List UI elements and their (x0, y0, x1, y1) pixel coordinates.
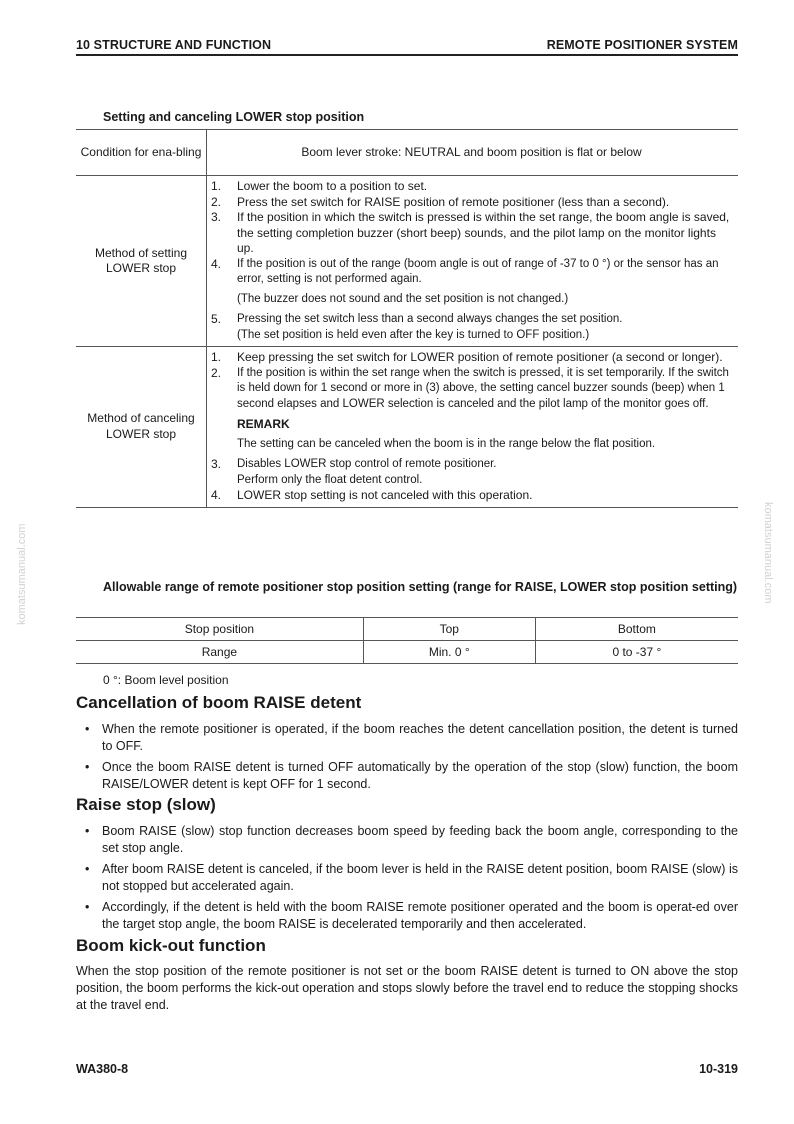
range-label: Range (76, 641, 363, 664)
lower-stop-title: Setting and canceling LOWER stop position (103, 110, 365, 124)
range-title: Allowable range of remote positioner stop position setting (range for RAISE, LOWER stop position setting) (103, 580, 738, 594)
watermark-right: komatsumanual.com (762, 502, 774, 604)
cancel-step-3: 3. Disables LOWER stop control of remote positioner. Perform only the float detent control. (211, 457, 497, 486)
remark-text: The setting can be canceled when the boom is in the range below the flat position. (237, 437, 656, 450)
range-header-stop-position: Stop position (76, 618, 363, 641)
raise-stop-list (76, 823, 738, 937)
table-row-canceling (76, 347, 738, 508)
range-note: 0 °: Boom level position (103, 673, 229, 687)
list-item: • After boom RAISE detent is canceled, if the boom lever is held in the RAISE detent position, boom RAISE (slow) is not stopped but accelerated again. (85, 862, 738, 893)
list-item: • Boom RAISE (slow) stop function decreases boom speed by feeding back the boom angle, corresponding to the set stop angle. (85, 824, 738, 855)
list-item: • Accordingly, if the detent is held with the boom RAISE remote positioner operated and the boom is operat-ed over the target stop angle, the boom RAISE is decelerated temporarily and then accelerated. (85, 900, 738, 931)
list-item: • Once the boom RAISE detent is turned OFF automatically by the operation of the stop (slow) function, the boom RAISE/LOWER detent is kept OFF for 1 second. (85, 760, 738, 791)
setting-step-4: 4. If the position is out of the range (boom angle is out of range of -37 to 0 °) or the sensor has an error, setting is not performed again. (211, 256, 719, 285)
setting-step-4-note: (The buzzer does not sound and the set position is not changed.) (237, 292, 569, 305)
canceling-steps (207, 347, 739, 508)
kickout-heading: Boom kick-out function (76, 936, 266, 955)
canceling-label: Method of canceling LOWER stop (76, 347, 207, 508)
setting-step-3: 3. If the position in which the switch is pressed is within the set range, the boom angle is saved, the setting completion buzzer (short beep) sounds, and the pilot lamp on the monitor lights up. (211, 210, 730, 255)
page-footer (76, 1062, 738, 1082)
setting-step-2: 2. Press the set switch for RAISE position of remote positioner (less than a second). (211, 194, 670, 209)
range-top-value: Min. 0 ° (363, 641, 535, 664)
footer-page-number: 10-319 (699, 1062, 738, 1076)
list-item: • When the remote positioner is operated, if the boom reaches the detent cancellation position, the detent is turned to OFF. (85, 722, 738, 753)
kickout-text: When the stop position of the remote positioner is not set or the boom RAISE detent is turned to ON above the stop position, the boom performs the kick-out operation and stops slowly before the travel end to reduce the stopping shocks at the travel end. (76, 964, 738, 1012)
lower-stop-table (76, 129, 738, 508)
table-row-condition (76, 130, 738, 176)
range-value-row (76, 641, 738, 664)
cancel-step-2: 2. If the position is within the set range when the switch is pressed, it is set temporarily. If the switch is held down for 1 second or more in (3) above, the setting cancel buzzer sounds (beep) when 1 second elapses and LOWER selection is canceled and the pilot lamp of the monitor goes off. (211, 365, 729, 410)
header-section: REMOTE POSITIONER SYSTEM (546, 38, 738, 52)
condition-label: Condition for ena-bling (76, 130, 207, 176)
range-header-top: Top (363, 618, 535, 641)
cancel-step-1: 1. Keep pressing the set switch for LOWER position of remote positioner (a second or longer). (211, 350, 723, 364)
cancel-step-4: 4. LOWER stop setting is not canceled with this operation. (211, 488, 533, 502)
watermark-left: komatsumanual.com (16, 523, 28, 625)
setting-step-1: 1. Lower the boom to a position to set. (211, 179, 428, 193)
range-bottom-value: 0 to -37 ° (535, 641, 738, 664)
setting-step-5: 5. Pressing the set switch less than a second always changes the set position. (The set position is held even after the key is turned to OFF position.) (211, 312, 623, 341)
remark-heading: REMARK (237, 417, 290, 431)
header-chapter: 10 STRUCTURE AND FUNCTION (76, 38, 272, 52)
setting-label: Method of setting LOWER stop (76, 176, 207, 347)
setting-steps (207, 176, 739, 347)
range-table (76, 617, 738, 664)
cancellation-heading: Cancellation of boom RAISE detent (76, 693, 362, 712)
footer-model: WA380-8 (76, 1062, 129, 1076)
range-header-row (76, 618, 738, 641)
cancellation-list (76, 721, 738, 797)
range-header-bottom: Bottom (535, 618, 738, 641)
page-header (76, 36, 738, 56)
table-row-setting (76, 176, 738, 347)
raise-stop-heading: Raise stop (slow) (76, 795, 216, 814)
condition-text: Boom lever stroke: NEUTRAL and boom position is flat or below (207, 130, 739, 176)
